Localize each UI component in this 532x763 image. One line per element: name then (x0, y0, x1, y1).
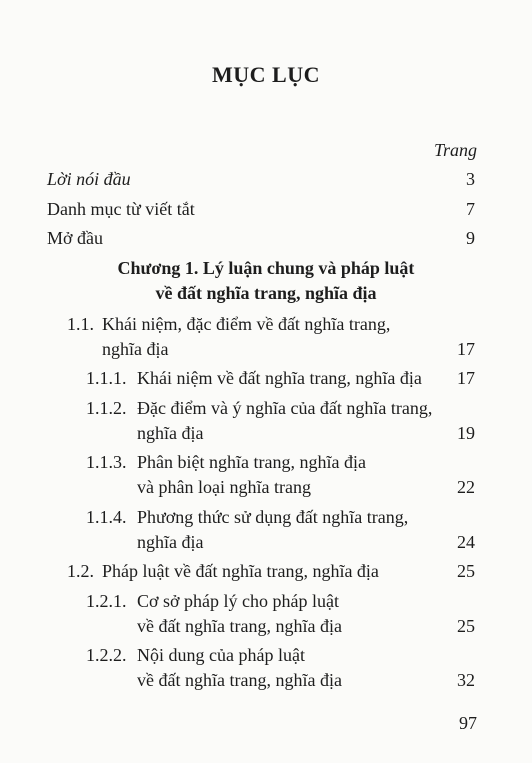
toc-subsection-number: 1.1.4. (86, 507, 127, 527)
toc-subsection-number: 1.1.3. (86, 452, 127, 472)
toc-section-title[interactable]: Khái niệm, đặc điểm về đất nghĩa trang, (102, 314, 391, 334)
page-number: 97 (459, 713, 477, 733)
toc-section-title[interactable]: Pháp luật về đất nghĩa trang, nghĩa địa (102, 561, 379, 581)
toc-subsection-number: 1.2.1. (86, 591, 127, 611)
toc-subsection-page: 32 (457, 670, 475, 690)
page-column-header: Trang (433, 140, 477, 160)
toc-subsection-page: 25 (457, 616, 475, 636)
toc-section-number: 1.1. (67, 314, 94, 334)
toc-section-page: 17 (457, 339, 475, 359)
toc-subsection-title-cont[interactable]: nghĩa địa (137, 423, 204, 443)
toc-subsection-title-cont[interactable]: về đất nghĩa trang, nghĩa địa (137, 616, 342, 636)
toc-subsection-number: 1.1.2. (86, 398, 127, 418)
toc-subsection-title-cont[interactable]: về đất nghĩa trang, nghĩa địa (137, 670, 342, 690)
toc-subsection-title[interactable]: Phương thức sử dụng đất nghĩa trang, (137, 507, 409, 527)
toc-subsection-title-cont[interactable]: và phân loại nghĩa trang (137, 477, 311, 497)
toc-section-number: 1.2. (67, 561, 94, 581)
toc-entry-introduction[interactable]: Mở đầu (47, 228, 104, 248)
toc-subsection-title[interactable]: Khái niệm về đất nghĩa trang, nghĩa địa (137, 368, 422, 388)
chapter-heading-line2[interactable]: về đất nghĩa trang, nghĩa địa (155, 283, 377, 303)
toc-subsection-title[interactable]: Nội dung của pháp luật (137, 645, 305, 665)
toc-subsection-title[interactable]: Cơ sở pháp lý cho pháp luật (137, 591, 340, 611)
toc-subsection-page: 17 (457, 368, 475, 388)
page-title: MỤC LỤC (212, 62, 320, 87)
toc-entry-abbreviations[interactable]: Danh mục từ viết tắt (47, 199, 195, 219)
toc-section-title-cont[interactable]: nghĩa địa (102, 339, 169, 359)
toc-entry-preface[interactable]: Lời nói đầu (47, 169, 131, 189)
toc-subsection-title[interactable]: Đặc điểm và ý nghĩa của đất nghĩa trang, (137, 398, 433, 418)
toc-subsection-page: 24 (457, 532, 475, 552)
toc-subsection-title-cont[interactable]: nghĩa địa (137, 532, 204, 552)
chapter-heading-line1[interactable]: Chương 1. Lý luận chung và pháp luật (117, 258, 415, 278)
toc-subsection-title[interactable]: Phân biệt nghĩa trang, nghĩa địa (137, 452, 366, 472)
toc-page-abbreviations: 7 (466, 199, 475, 219)
toc-section-page: 25 (457, 561, 475, 581)
toc-subsection-number: 1.1.1. (86, 368, 127, 388)
toc-subsection-page: 22 (457, 477, 475, 497)
toc-page-preface: 3 (466, 169, 475, 189)
toc-page-introduction: 9 (466, 228, 475, 248)
toc-subsection-number: 1.2.2. (86, 645, 127, 665)
toc-subsection-page: 19 (457, 423, 475, 443)
